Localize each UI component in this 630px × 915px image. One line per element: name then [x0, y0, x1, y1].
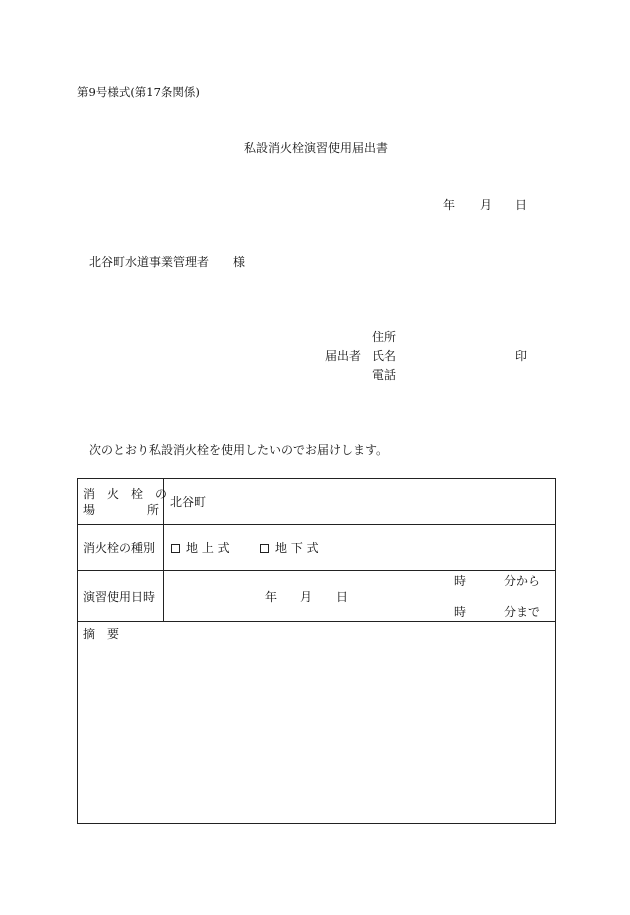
type-label: 消火栓の種別 — [83, 541, 156, 555]
location-value-cell[interactable] — [164, 479, 555, 524]
checkbox-icon[interactable] — [171, 544, 180, 553]
type-option-above-ground[interactable] — [171, 542, 230, 554]
datetime-label-cell — [78, 571, 164, 621]
addressee: 北谷町水道事業管理者 様 — [89, 255, 246, 269]
checkbox-icon[interactable] — [260, 544, 269, 553]
end-minute-label: 分まで — [504, 605, 541, 619]
form-number: 第9号様式(第17条関係) — [77, 85, 200, 99]
remarks-row[interactable] — [78, 622, 555, 823]
datetime-value-cell[interactable] — [164, 571, 555, 621]
seal-mark: 印 — [515, 349, 528, 363]
applicant-role-label: 届出者 — [325, 349, 362, 363]
application-table — [77, 478, 556, 824]
location-value: 北谷町 — [170, 495, 207, 509]
start-minute-label: 分から — [504, 574, 541, 588]
type-label-cell — [78, 525, 164, 570]
type-row — [78, 525, 555, 571]
date-month-label: 月 — [480, 198, 493, 212]
date-year-label: 年 — [443, 198, 456, 212]
applicant-address-label: 住所 — [372, 330, 397, 344]
type-value-cell — [164, 525, 555, 570]
location-row — [78, 479, 555, 525]
location-label-cell — [78, 479, 168, 524]
intro-text: 次のとおり私設消火栓を使用したいのでお届けします。 — [89, 443, 389, 457]
datetime-label: 演習使用日時 — [83, 590, 156, 604]
location-label-line1: 消 火 栓 の — [83, 487, 168, 501]
start-hour-label: 時 — [454, 574, 467, 588]
remarks-label: 摘 要 — [83, 627, 120, 641]
datetime-month-label: 月 — [300, 590, 313, 604]
page-title: 私設消火栓演習使用届出書 — [244, 141, 389, 155]
location-label-char-b: 所 — [147, 503, 160, 517]
datetime-year-label: 年 — [265, 590, 278, 604]
type-option-above-ground-label: 地 上 式 — [186, 541, 230, 555]
type-option-underground[interactable] — [260, 542, 319, 554]
type-option-underground-label: 地 下 式 — [275, 541, 319, 555]
applicant-phone-label: 電話 — [372, 368, 397, 382]
location-label-char-a: 場 — [83, 503, 96, 517]
date-day-label: 日 — [515, 198, 528, 212]
datetime-day-label: 日 — [336, 590, 349, 604]
end-hour-label: 時 — [454, 605, 467, 619]
datetime-row — [78, 571, 555, 622]
applicant-name-label: 氏名 — [372, 349, 397, 363]
